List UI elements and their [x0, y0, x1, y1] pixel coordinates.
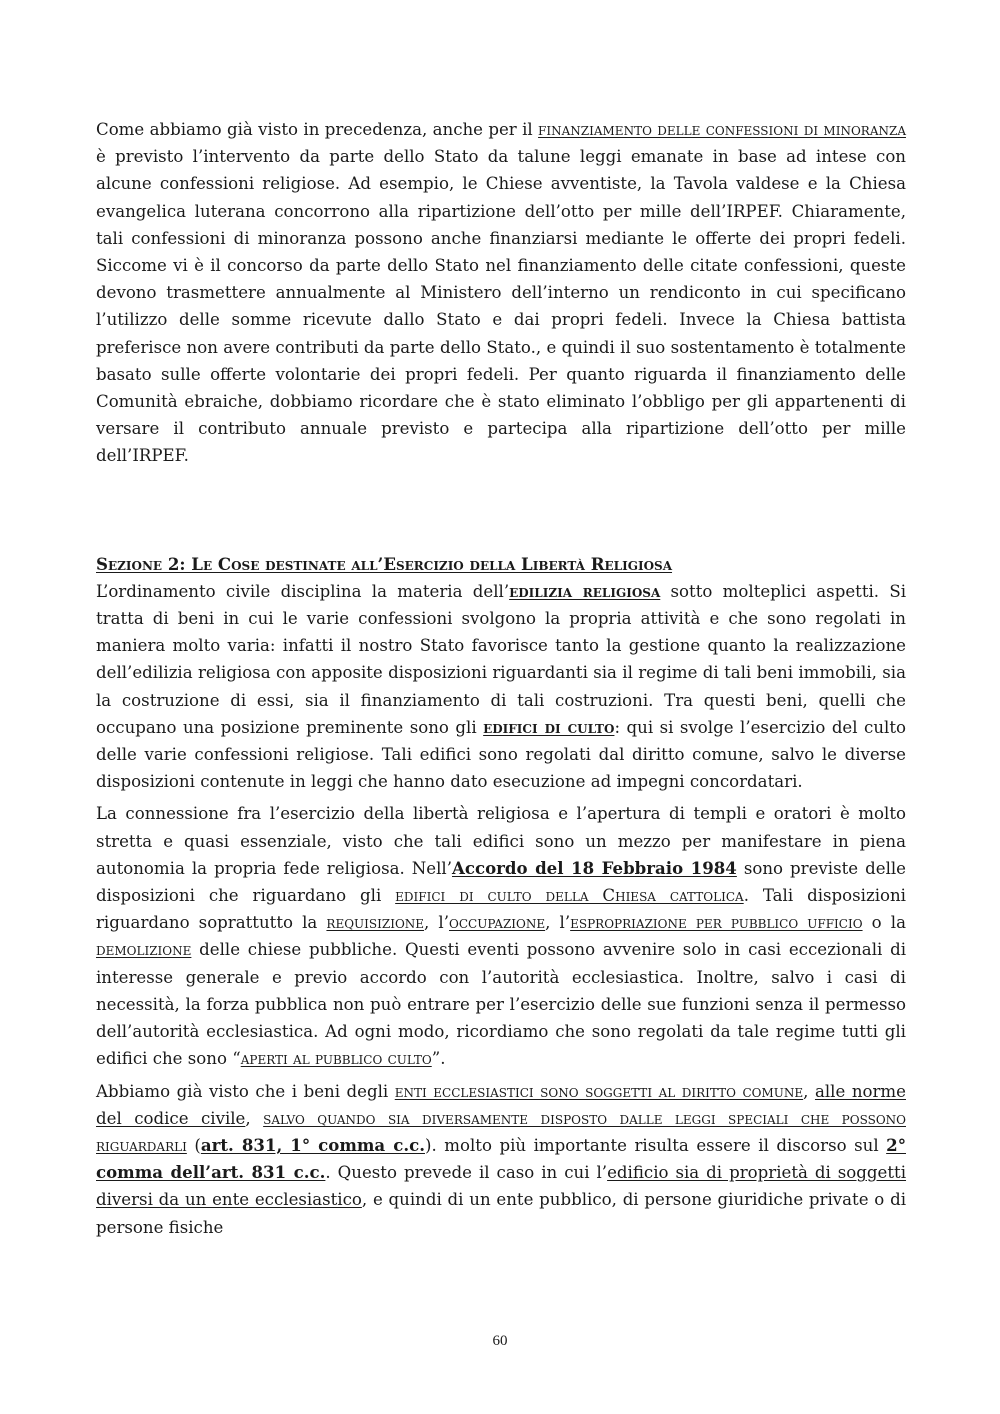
smallcaps-term: occupazione	[449, 913, 546, 933]
text-run: o la	[862, 913, 906, 933]
paragraph-concordat-agreement	[96, 800, 906, 1072]
text-run: Abbiamo già visto che i beni degli	[96, 1081, 395, 1101]
paragraph-minority-funding	[96, 116, 906, 470]
smallcaps-term: edifici di culto della Chiesa cattolica	[395, 886, 744, 906]
smallcaps-term: enti ecclesiastici sono soggetti al diritto comune	[394, 1081, 804, 1101]
text-run: : qui si svolge l’esercizio del culto delle varie confessioni religiose. Tali edifici sono regolati dal diritto comune, salvo le diverse disposizioni contenute in leggi che hanno dato esecuzione ad impegni concordatari.	[96, 717, 906, 792]
paragraph-civil-code	[96, 1078, 906, 1241]
text-run: , l’	[424, 913, 450, 933]
smallcaps-term: espropriazione per pubblico ufficio	[570, 913, 863, 933]
text-run: delle chiese pubbliche. Questi eventi possono avvenire solo in casi eccezionali di interesse generale e previo accordo con l’autorità ecclesiastica. Inoltre, salvo i casi di necessità, la forza pubblica non può entrare per l’esercizio delle sue funzioni senza il permesso dell’autorità ecclesiastica. Ad ogni modo, ricordiamo che sono regolati da tale regime tutti gli edifici che sono “	[96, 940, 906, 1069]
text-run: , l’	[545, 913, 571, 933]
bold-smallcaps-term: edilizia religiosa	[509, 580, 661, 601]
section-heading: Sezione 2: Le Cose destinate all’Esercizio della Libertà Religiosa	[96, 553, 673, 574]
bold-underlined-term: art. 831, 1° comma c.c.	[200, 1134, 425, 1155]
underlined-term: edificio sia di proprietà di soggetti diversi da un ente ecclesiastico	[96, 1163, 907, 1210]
bold-underlined-term: Accordo del 18 Febbraio 1984	[452, 857, 737, 878]
text-run: . Tali disposizioni riguardano soprattutto la	[96, 886, 906, 933]
page-number: 60	[492, 1333, 508, 1349]
smallcaps-term: aperti al pubblico culto	[240, 1049, 432, 1069]
text-run: L’ordinamento civile disciplina la materia dell’	[96, 581, 510, 601]
smallcaps-term: requisizione	[326, 913, 425, 933]
document-page	[96, 116, 906, 1241]
bold-underlined-term: 2° comma dell’art. 831 c.c.	[96, 1134, 906, 1183]
text-run: ”.	[431, 1049, 446, 1069]
text-run: ,	[803, 1081, 815, 1101]
text-run: , e quindi di un ente pubblico, di persone giuridiche private o di persone fisiche	[96, 1190, 907, 1237]
text-run: è previsto l’intervento da parte dello Stato da talune leggi emanate in base ad intese con alcune confessioni religiose. Ad esempio, le Chiese avventiste, la Tavola valdese e la Chiesa evangelica luterana concorrono alla ripartizione dell’otto per mille dell’IRPEF. Chiaramente, tali confessioni di minoranza possono anche finanziarsi mediante le offerte dei propri fedeli. Siccome vi è il concorso da parte dello Stato nel finanziamento delle citate confessioni, queste devono trasmettere annualmente al Ministero dell’interno un rendiconto in cui specificano l’utilizzo delle somme ricevute dallo Stato e dai propri fedeli. Invece la Chiesa battista preferisce non avere contributi da parte dello Stato., e quindi il suo sostentamento è totalmente basato sulle offerte volontarie dei propri fedeli. Per quanto riguarda il finanziamento delle Comunità ebraiche, dobbiamo ricordare che è stato eliminato l’obbligo per gli appartenenti di versare il contributo annuale previsto e partecipa alla ripartizione dell’otto per mille dell’IRPEF.	[96, 147, 906, 466]
bold-smallcaps-term: edifici di culto	[483, 716, 615, 737]
text-run: Come abbiamo già visto in precedenza, anche per il	[96, 120, 539, 139]
paragraph-religious-buildings	[96, 578, 906, 796]
text-run: ). molto più importante risulta essere il discorso sul	[424, 1135, 887, 1155]
smallcaps-term: finanziamento delle confessioni di minoranza	[538, 120, 906, 139]
text-run: La connessione fra l’esercizio della libertà religiosa e l’apertura di templi e oratori è molto stretta e quasi essenziale, visto che tali edifici sono un mezzo per manifestare in piena autonomia la propria fede religiosa. Nell’	[96, 804, 906, 878]
smallcaps-term: demolizione	[96, 940, 192, 960]
text-run: ,	[245, 1108, 264, 1128]
text-run: sotto molteplici aspetti. Si tratta di beni in cui le varie confessioni svolgono la propria attività e che sono regolati in maniera molto varia: infatti il nostro Stato favorisce tanto la gestione quanto la realizzazione dell’edilizia religiosa con apposite disposizioni riguardanti sia il regime di tali beni immobili, sia la costruzione di essi, sia il finanziamento di tali costruzioni. Tra questi beni, quelli che occupano una posizione preminente sono gli	[96, 581, 907, 737]
underlined-term: alle norme del codice civile	[96, 1081, 906, 1128]
text-run: (	[186, 1135, 201, 1155]
smallcaps-term: salvo quando sia diversamente disposto dalle leggi speciali che possono riguardarli	[96, 1108, 906, 1155]
text-run: . Questo prevede il caso in cui l’	[325, 1163, 608, 1183]
text-run: sono previste delle disposizioni che riguardano gli	[96, 858, 907, 906]
